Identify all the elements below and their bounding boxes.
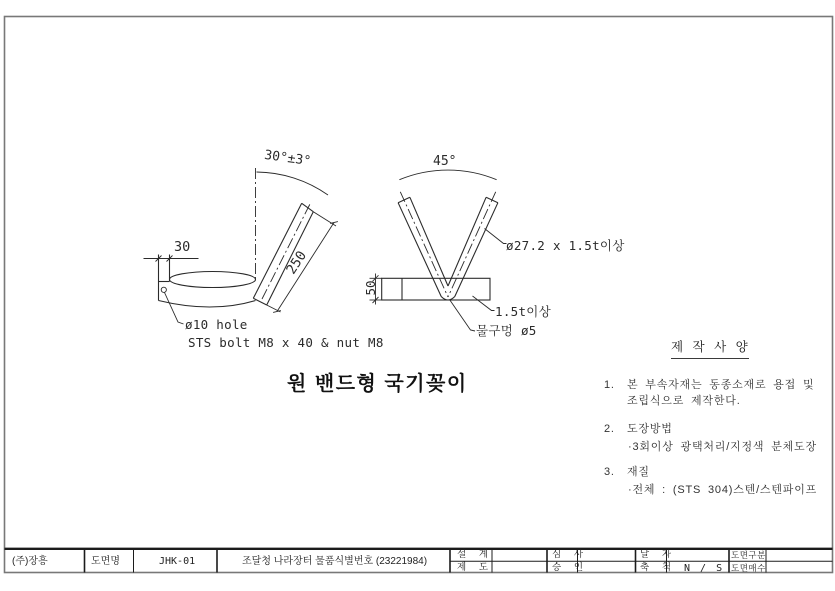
band-width-dim-label: 30 — [174, 239, 191, 255]
company-name: (주)장흥 — [12, 556, 48, 567]
division-label: 도면구분 — [731, 549, 766, 560]
design-label: 설 계 — [457, 549, 493, 560]
drawing-title: 원 밴드형 국기꽂이 — [287, 373, 468, 395]
spec-item2-title: 도장방법 — [627, 423, 673, 435]
pipe-spec-note: ø27.2 x 1.5t이상 — [506, 238, 625, 253]
spec-item3-number: 3. — [604, 466, 615, 478]
scale-label: 축 척 — [640, 562, 676, 573]
spec-item1-line2: 조립식으로 제작한다. — [627, 394, 741, 407]
approve-label: 승 인 — [552, 562, 588, 573]
band-thickness-note: 1.5t이상 — [495, 304, 552, 319]
right-view-geometry — [382, 197, 498, 300]
spec-heading: 제 작 사 양 — [671, 341, 749, 359]
sheets-label: 도면매수 — [731, 562, 766, 573]
spec-item1-line1: 본 부속자재는 동종소재로 용접 및 — [627, 379, 815, 391]
scale-value: N / S — [684, 562, 725, 574]
spec-item3-title: 재질 — [627, 466, 650, 478]
left-view-dimensions — [144, 172, 338, 324]
drawing-name-label: 도면명 — [91, 556, 120, 567]
date-label: 날 자 — [640, 549, 676, 560]
drawing-number: JHK-01 — [159, 556, 196, 567]
tube-angle-dim-label: 30°±3° — [263, 147, 312, 170]
hole-note: ø10 hole — [185, 317, 248, 332]
band-height-dim-label: 50 — [363, 280, 379, 296]
drain-hole-note: 물구멍 ø5 — [476, 323, 537, 338]
spec-item2-number: 2. — [604, 423, 615, 435]
item-id: 조달청 나라장터 물품식별번호 (23221984) — [242, 556, 428, 567]
right-view-dimensions — [370, 170, 507, 331]
bolt-note: STS bolt M8 x 40 & nut M8 — [188, 335, 384, 350]
spec-item1-number: 1. — [604, 379, 615, 391]
bolt-hole — [161, 287, 166, 292]
draft-label: 제 도 — [457, 562, 493, 573]
v-angle-dim-label: 45° — [433, 154, 457, 169]
review-label: 심 사 — [552, 549, 588, 560]
tube-length-dim-label: 250 — [283, 248, 310, 278]
spec-item3-detail: ·전체 : (STS 304)스텐/스텐파이프 — [628, 484, 818, 496]
spec-item2-detail: ·3회이상 광택처리/지정색 분체도장 — [628, 441, 817, 453]
